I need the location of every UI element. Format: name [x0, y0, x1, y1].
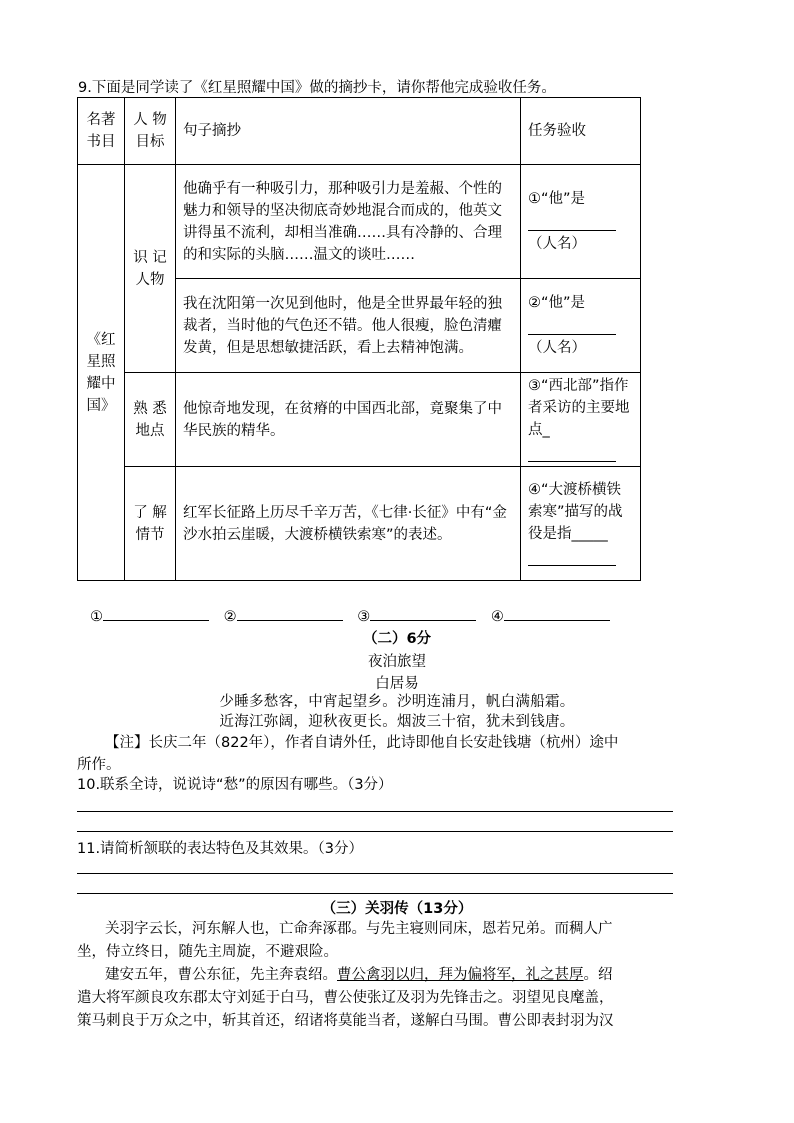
answer-line[interactable]	[77, 893, 673, 894]
poem-title: 夜泊旅望	[368, 654, 426, 670]
excerpt-card-table	[77, 97, 641, 581]
task-cell: ②“他”是 （人名）	[521, 279, 641, 373]
task-cell: ①“他”是 （人名）	[521, 165, 641, 279]
passage-paragraph-2: 建安五年，曹公东征，先主奔袁绍。曹公禽羽以归，拜为偏将军，礼之甚厚。绍 遣大将军颜良攻东郡太守刘延于白马，曹公使张辽及羽为先锋击之。羽望见良麾盖， 策马刺良于万众之中，斩其首还，绍诸将莫能当者，遂解白马围。曹公即表封羽为汉	[77, 967, 614, 1029]
task-cell: ④“大渡桥横铁索寒”描写的战役是指_____	[521, 467, 641, 581]
section-3-title: （三）关羽传（13分）	[321, 901, 473, 917]
table-row	[78, 467, 641, 581]
answer-blank[interactable]	[528, 212, 616, 231]
sentence-cell: 他惊奇地发现，在贫瘠的中国西北部，竟聚集了中华民族的精华。	[176, 373, 521, 467]
passage-paragraph-1: 关羽字云长，河东解人也，亡命奔涿郡。与先主寝则同床，恩若兄弟。而稠人广 坐，侍立终日，随先主周旋，不避艰险。	[77, 921, 613, 960]
table-header-row	[78, 98, 641, 165]
answer-line[interactable]	[77, 811, 673, 812]
answer-blank-4[interactable]	[504, 606, 610, 621]
sentence-cell: 红军长征路上历尽千辛万苦，《七律·长征》中有“金沙水拍云崖暖，大渡桥横铁索寒”的表述。	[176, 467, 521, 581]
answer-blank-2[interactable]	[237, 606, 343, 621]
answer-blank[interactable]	[528, 547, 616, 566]
section-2-title: （二）6分	[362, 631, 432, 647]
sentence-cell: 他确乎有一种吸引力，那种吸引力是羞赧、个性的魅力和领导的坚决彻底奇妙地混合而成的，他英文讲得虽不流利，却相当准确……具有冷静的、合理的和实际的头脑……温文的谈吐……	[176, 165, 521, 279]
answer-blank-3[interactable]	[370, 606, 476, 621]
task-cell: ③“西北部”指作者采访的主要地点_	[521, 373, 641, 467]
header-goal: 人 物 目标	[125, 98, 176, 165]
goal-identify-people: 识 记 人物	[125, 165, 176, 373]
header-task: 任务验收	[521, 98, 641, 165]
poem-line-2: 近海江弥阔，迎秋夜更长。烟波三十宿，犹未到钱唐。	[219, 714, 575, 730]
answer-blanks-row: ① ② ③ ④	[90, 606, 620, 625]
answer-blank-1[interactable]	[103, 606, 209, 621]
poem-note: 【注】长庆二年（822年），作者自请外任，此诗即他自长安赴钱塘（杭州）途中 所作。	[77, 735, 619, 773]
answer-line[interactable]	[77, 831, 673, 832]
table-row	[78, 165, 641, 279]
goal-understand-plot: 了 解 情节	[125, 467, 176, 581]
question-11: 11.请简析颔联的表达特色及其效果。（3分）	[77, 841, 364, 857]
goal-know-places: 熟 悉 地点	[125, 373, 176, 467]
poem-line-1: 少睡多愁客，中宵起望乡。沙明连浦月，帆白满船霜。	[219, 694, 575, 710]
underlined-sentence: 曹公禽羽以归，拜为偏将军，礼之甚厚	[337, 967, 584, 983]
poet-name: 白居易	[375, 676, 419, 692]
answer-line[interactable]	[77, 873, 673, 874]
header-book: 名著 书目	[78, 98, 125, 165]
answer-blank[interactable]	[528, 316, 616, 335]
question-9-prompt: 9.下面是同学读了《红星照耀中国》做的摘抄卡，请你帮他完成验收任务。	[78, 80, 556, 96]
header-sentence: 句子摘抄	[176, 98, 521, 165]
answer-blank[interactable]	[528, 443, 616, 462]
question-10: 10.联系全诗，说说诗“愁”的原因有哪些。（3分）	[77, 777, 393, 793]
table-row	[78, 373, 641, 467]
sentence-cell: 我在沈阳第一次见到他时，他是全世界最年轻的独裁者，当时他的气色还不错。他人很瘦，脸色清癯发黄，但是思想敏捷活跃，看上去精神饱满。	[176, 279, 521, 373]
book-name-cell: 《红 星照 耀中 国》	[78, 165, 125, 581]
